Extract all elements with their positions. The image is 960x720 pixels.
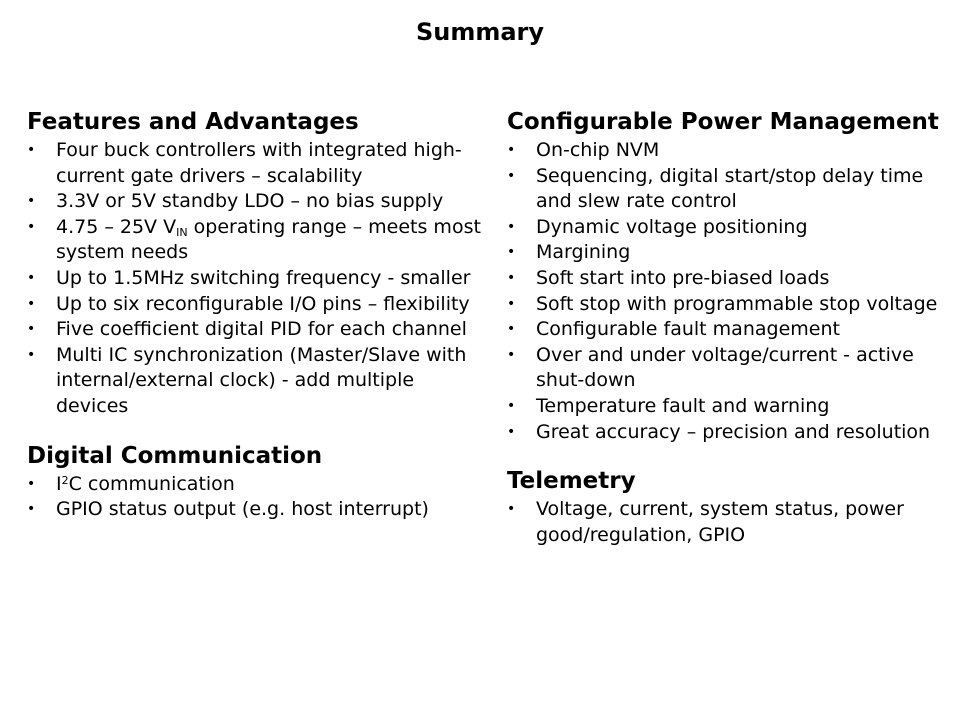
bullet-item bbox=[27, 138, 482, 189]
bullet-item bbox=[507, 292, 942, 318]
bullet-text: Configurable fault management bbox=[536, 318, 840, 341]
telemetry-list bbox=[507, 497, 942, 548]
bullet-dot-icon: • bbox=[507, 423, 516, 440]
bullet-item bbox=[507, 266, 942, 292]
bullet-item bbox=[507, 317, 942, 343]
bullet-text: GPIO status output (e.g. host interrupt) bbox=[56, 498, 429, 521]
bullet-dot-icon: • bbox=[27, 269, 36, 286]
page-title: Summary bbox=[415, 18, 545, 46]
bullet-item bbox=[507, 420, 942, 446]
bullet-dot-icon: • bbox=[27, 193, 36, 210]
bullet-item bbox=[507, 240, 942, 266]
power-management-section bbox=[507, 108, 942, 445]
features-list bbox=[27, 138, 482, 420]
subscript: IN bbox=[176, 225, 188, 239]
bullet-dot-icon: • bbox=[27, 501, 36, 518]
digital-communication-section bbox=[27, 442, 482, 523]
superscript: 2 bbox=[61, 473, 69, 487]
bullet-dot-icon: • bbox=[27, 475, 36, 492]
bullet-item bbox=[507, 343, 942, 394]
bullet-dot-icon: • bbox=[507, 218, 516, 235]
bullet-text: Soft start into pre-biased loads bbox=[536, 266, 830, 289]
bullet-text: Up to 1.5MHz switching frequency - smaller bbox=[56, 266, 471, 289]
bullet-dot-icon: • bbox=[507, 167, 516, 184]
power-management-heading: Configurable Power Management bbox=[507, 109, 939, 135]
bullet-item bbox=[27, 292, 482, 318]
telemetry-heading: Telemetry bbox=[507, 468, 636, 495]
bullet-text: Margining bbox=[536, 241, 631, 264]
bullet-text: Multi IC synchronization (Master/Slave with internal/external clock) - add multiple devices bbox=[56, 343, 467, 417]
bullet-dot-icon: • bbox=[27, 321, 36, 338]
bullet-item bbox=[507, 164, 942, 215]
digital-communication-heading: Digital Communication bbox=[27, 442, 323, 469]
bullet-text: Temperature fault and warning bbox=[536, 394, 830, 417]
bullet-item bbox=[507, 215, 942, 241]
bullet-text: 3.3V or 5V standby LDO – no bias supply bbox=[56, 190, 444, 213]
power-management-list bbox=[507, 138, 942, 445]
bullet-dot-icon: • bbox=[507, 501, 516, 518]
bullet-dot-icon: • bbox=[27, 295, 36, 312]
bullet-text: Up to six reconfigurable I/O pins – flexibility bbox=[56, 292, 470, 315]
bullet-dot-icon: • bbox=[27, 218, 36, 235]
bullet-item bbox=[27, 215, 482, 266]
bullet-dot-icon: • bbox=[27, 346, 36, 363]
bullet-text: Voltage, current, system status, power good/regulation, GPIO bbox=[536, 498, 904, 546]
digital-communication-list bbox=[27, 472, 482, 523]
bullet-dot-icon: • bbox=[507, 346, 516, 363]
bullet-item bbox=[27, 189, 482, 215]
bullet-dot-icon: • bbox=[507, 397, 516, 414]
bullet-text: $I^2C$ communication bbox=[56, 472, 235, 495]
bullet-dot-icon: • bbox=[507, 269, 516, 286]
telemetry-section bbox=[507, 467, 942, 548]
bullet-item bbox=[27, 472, 482, 498]
features-section bbox=[27, 108, 482, 420]
bullet-item bbox=[507, 394, 942, 420]
bullet-dot-icon: • bbox=[507, 295, 516, 312]
bullet-text: Over and under voltage/current - active shut-down bbox=[536, 343, 914, 392]
bullet-text: On-chip NVM bbox=[536, 139, 660, 161]
bullet-item bbox=[507, 138, 942, 164]
bullet-text: Dynamic voltage positioning bbox=[536, 215, 808, 238]
bullet-dot-icon: • bbox=[507, 321, 516, 338]
bullet-text: Five coefficient digital PID for each channel bbox=[56, 318, 467, 341]
left-column bbox=[27, 108, 482, 545]
bullet-text: Sequencing, digital start/stop delay time and slew rate control bbox=[536, 164, 924, 213]
bullet-dot-icon: • bbox=[507, 244, 516, 261]
bullet-text: Four buck controllers with integrated high-current gate drivers – scalability bbox=[56, 139, 462, 187]
bullet-dot-icon: • bbox=[27, 142, 36, 158]
bullet-text: Soft stop with programmable stop voltage bbox=[536, 292, 938, 315]
bullet-item bbox=[27, 266, 482, 292]
bullet-item bbox=[507, 497, 942, 548]
bullet-item bbox=[27, 343, 482, 420]
bullet-dot-icon: • bbox=[507, 142, 516, 158]
right-column bbox=[507, 108, 942, 570]
bullet-text: Great accuracy – precision and resolution bbox=[536, 420, 931, 443]
features-heading: Features and Advantages bbox=[27, 109, 359, 135]
bullet-item bbox=[27, 497, 482, 523]
bullet-item bbox=[27, 317, 482, 343]
bullet-text: 4.75 – 25V $V_{IN}$ operating range – meets most system needs bbox=[56, 215, 481, 264]
